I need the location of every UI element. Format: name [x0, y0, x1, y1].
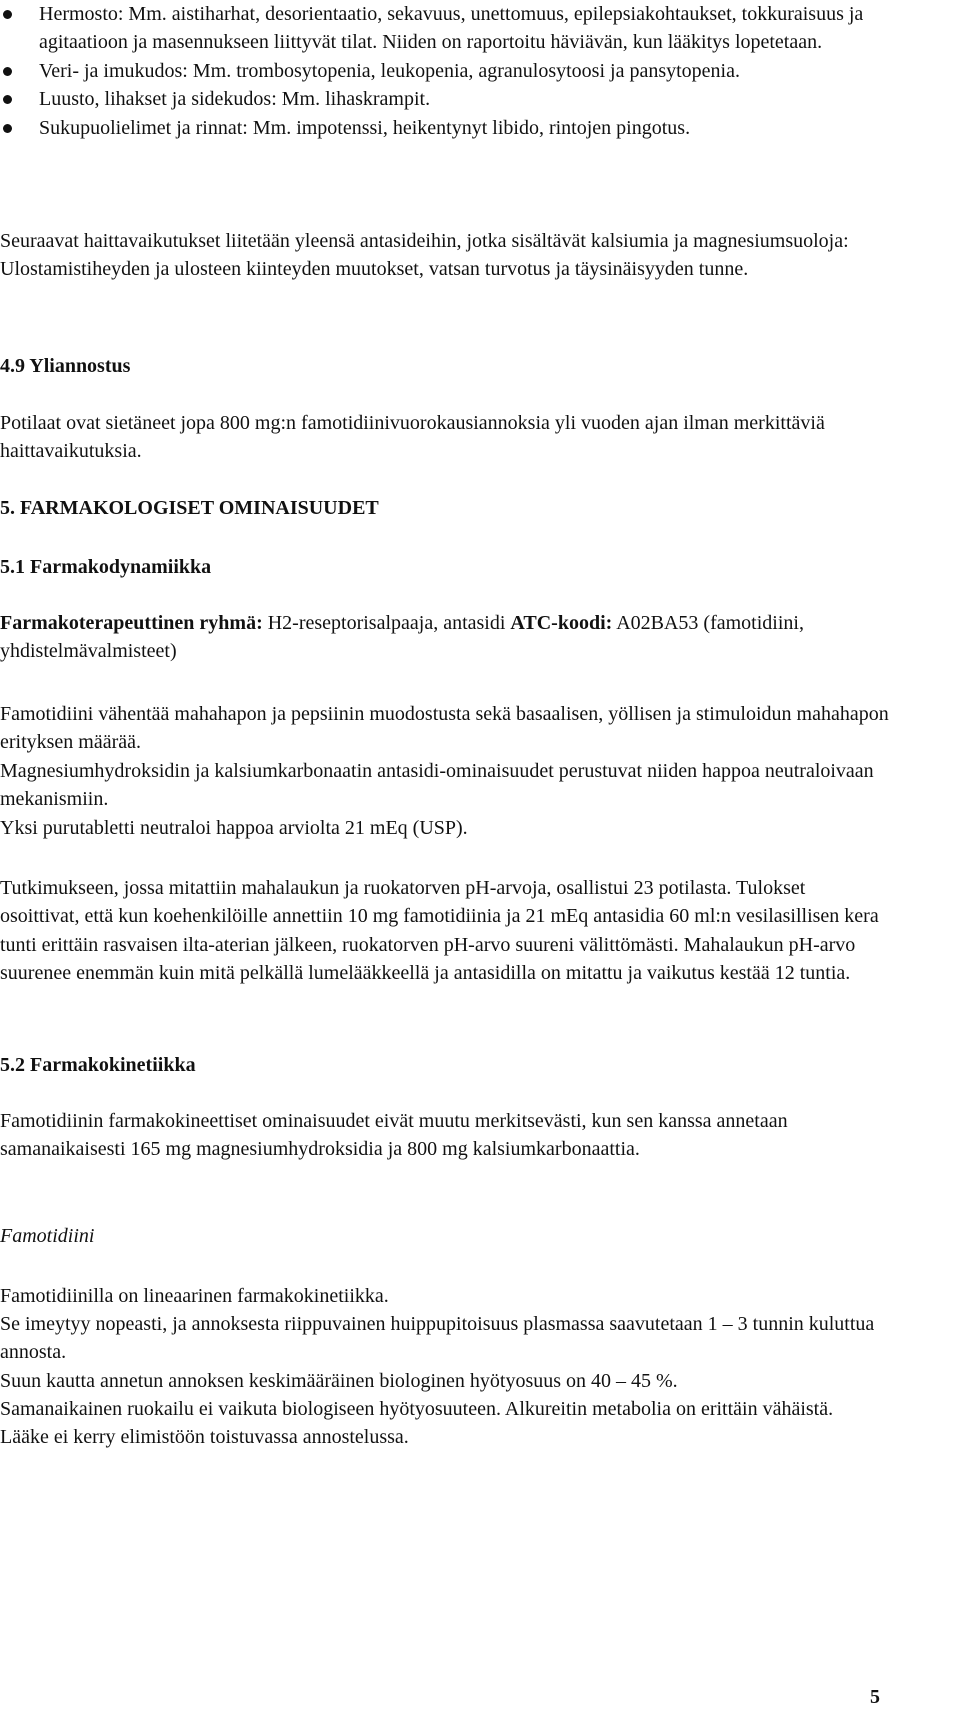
- list-item: Hermosto: Mm. aistiharhat, desorientaatio, sekavuus, unettomuus, epilepsiakohtaukset, tokkuraisuus ja agitaatioon ja masennukseen liittyvät tilat. Niiden on raportoitu häviävän, kun lääkitys lopetetaan.: [0, 0, 900, 57]
- page-number: 5: [870, 1686, 880, 1708]
- pharmacodynamics-paragraph-3: Yksi purutabletti neutraloi happoa arviolta 21 mEq (USP).: [0, 817, 468, 839]
- famotidine-line-2: Se imeytyy nopeasti, ja annoksesta riippuvainen huippupitoisuus plasmassa saavutetaan 1 – 3 tunnin kuluttua annosta.: [0, 1313, 875, 1364]
- atc-value: A02BA53 (famotidiini, yhdistelmävalmisteet): [0, 612, 804, 663]
- pharmacodynamics-paragraph-2: Magnesiumhydroksidin ja kalsiumkarbonaatin antasidi-ominaisuudet perustuvat niiden happoa neutraloivaan mekanismiin.: [0, 760, 874, 811]
- pharmacokinetics-paragraph: Famotidiinin farmakokineettiset ominaisuudet eivät muutu merkitsevästi, kun sen kanssa annetaan samanaikaisesti 165 mg magnesiumhydroksidia ja 800 mg kalsiumkarbonaattia.: [0, 1110, 788, 1161]
- atc-label: ATC-koodi:: [510, 612, 613, 634]
- bullet-icon: [3, 124, 12, 133]
- group-value: H2-reseptorisalpaaja, antasidi: [262, 612, 511, 634]
- section-5-1-heading: 5.1 Farmakodynamiikka: [0, 556, 212, 578]
- pharmacotherapeutic-group-paragraph: [0, 609, 880, 666]
- section-4-9-text: Potilaat ovat sietäneet jopa 800 mg:n famotidiinivuorokausiannoksia yli vuoden ajan ilman merkittäviä haittavaikutuksia.: [0, 412, 825, 463]
- famotidine-subheading: Famotidiini: [0, 1225, 95, 1247]
- antacid-effects-paragraph: Seuraavat haittavaikutukset liitetään yleensä antasideihin, jotka sisältävät kalsiumia ja magnesiumsuoloja: Ulostamistiheyden ja ulosteen kiinteyden muutokset, vatsan turvotus ja täysinäisyyden tunne.: [0, 230, 849, 281]
- group-label: Farmakoterapeuttinen ryhmä:: [0, 612, 263, 634]
- study-paragraph: Tutkimukseen, jossa mitattiin mahalaukun ja ruokatorven pH-arvoja, osallistui 23 potilasta. Tulokset osoittivat, että kun koehenkilöille annettiin 10 mg famotidiinia ja 21 mEq antasidia 60 ml:n vesilasillisen kera tunti erittäin rasvaisen ilta-aterian jälkeen, ruokatorven pH-arvo suureni välittömästi. Mahalaukun pH-arvo suurenee enemmän kuin mitä pelkällä lumelääkkeellä ja antasidilla on mitattu ja vaikutus kestää 12 tuntia.: [0, 877, 879, 985]
- list-item: Veri- ja imukudos: Mm. trombosytopenia, leukopenia, agranulosytoosi ja pansytopenia.: [0, 57, 900, 85]
- pharmacodynamics-paragraph-1: Famotidiini vähentää mahahapon ja pepsiinin muodostusta sekä basaalisen, yöllisen ja stimuloidun mahahapon erityksen määrää.: [0, 703, 889, 754]
- famotidine-line-1: Famotidiinilla on lineaarinen farmakokinetiikka.: [0, 1285, 389, 1307]
- section-5-heading: 5. FARMAKOLOGISET OMINAISUUDET: [0, 497, 379, 519]
- adverse-effects-list: [0, 0, 900, 142]
- section-4-9-heading: 4.9 Yliannostus: [0, 355, 131, 377]
- bullet-icon: [3, 95, 12, 104]
- section-5-2-heading: 5.2 Farmakokinetiikka: [0, 1054, 196, 1076]
- list-item: Sukupuolielimet ja rinnat: Mm. impotenssi, heikentynyt libido, rintojen pingotus.: [0, 114, 900, 142]
- famotidine-line-4: Samanaikainen ruokailu ei vaikuta biologiseen hyötyosuuteen. Alkureitin metabolia on erittäin vähäistä. Lääke ei kerry elimistöön toistuvassa annostelussa.: [0, 1398, 834, 1449]
- bullet-icon: [3, 67, 12, 76]
- famotidine-line-3: Suun kautta annetun annoksen keskimääräinen biologinen hyötyosuus on 40 – 45 %.: [0, 1370, 678, 1392]
- bullet-icon: [3, 10, 12, 19]
- list-item: Luusto, lihakset ja sidekudos: Mm. lihaskrampit.: [0, 85, 900, 113]
